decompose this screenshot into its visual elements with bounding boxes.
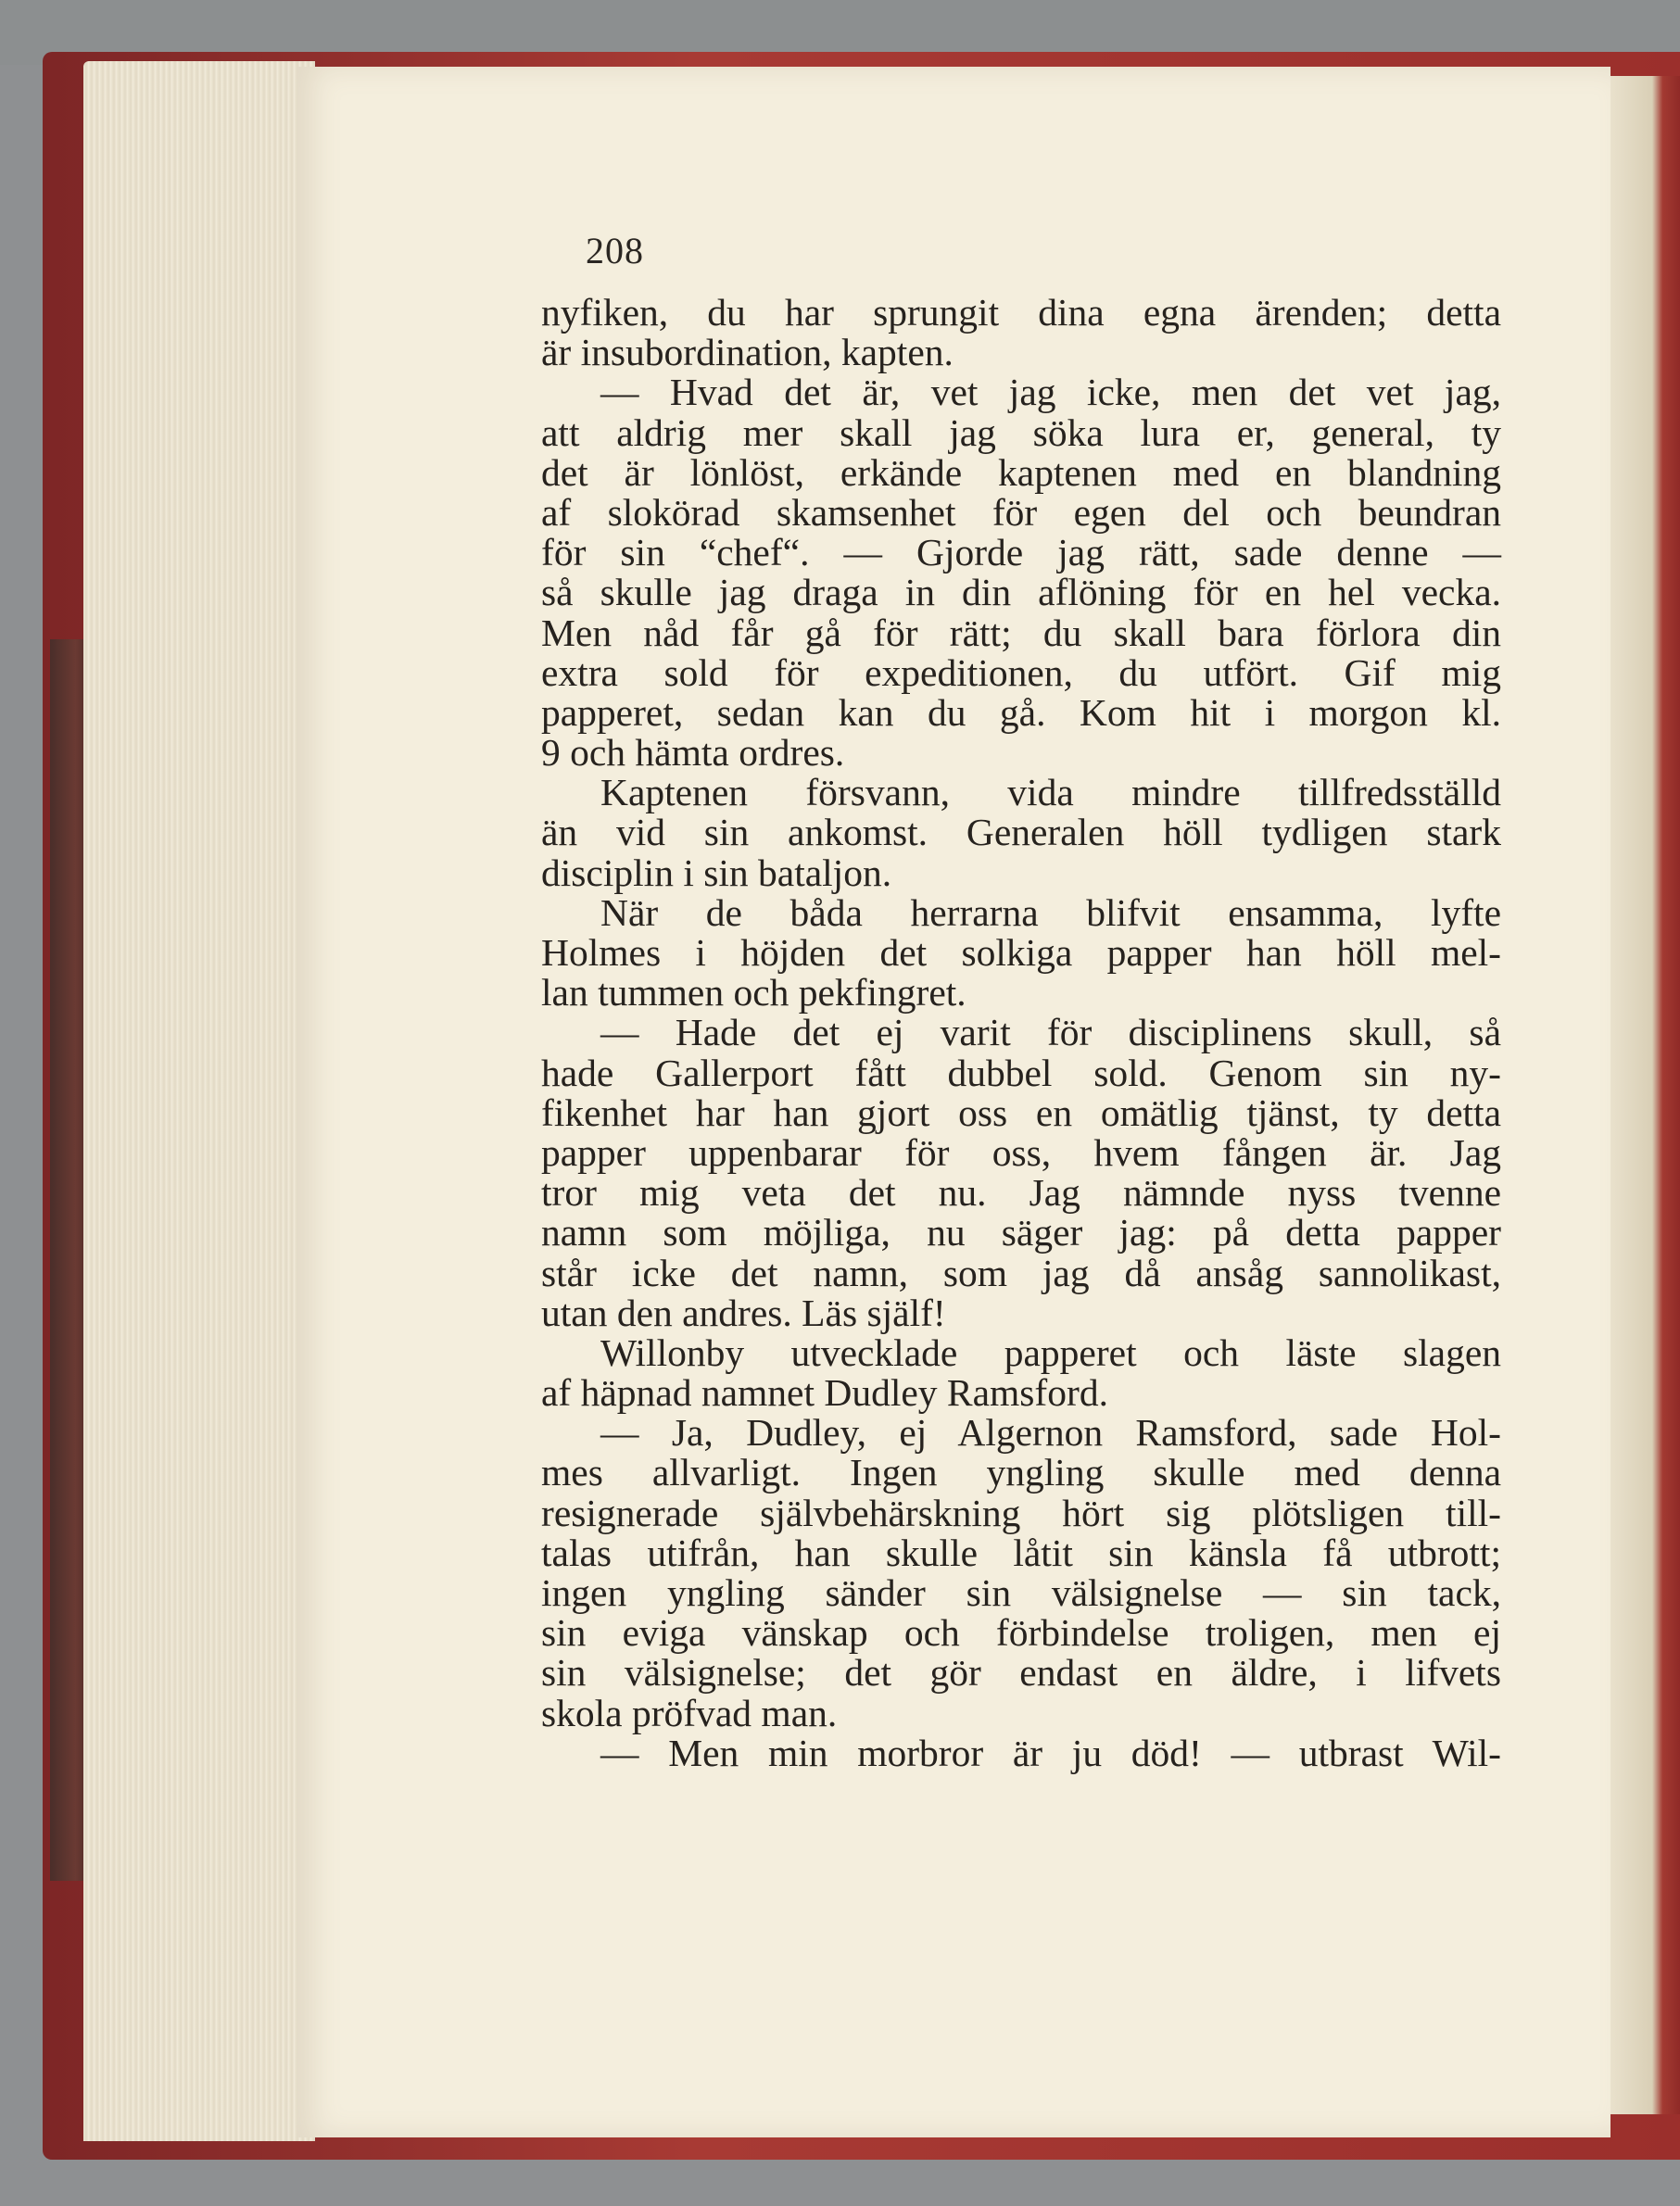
page-number: 208 (586, 230, 644, 271)
text-line: Men nåd får gå för rätt; du skall bara förlora din (541, 611, 1501, 654)
text-line: är insubordination, kapten. (541, 331, 954, 374)
text-line: af slokörad skamsenhet för egen del och beundran (541, 490, 1501, 534)
text-line: mes allvarligt. Ingen yngling skulle med denna (541, 1451, 1501, 1494)
text-line: utan den andres. Läs själf! (541, 1291, 946, 1334)
text-line: 9 och hämta ordres. (541, 731, 845, 775)
text-line: — Men min morbror är ju död! — utbrast Wil- (600, 1731, 1501, 1774)
text-line: Willonby utvecklade papperet och läste slagen (600, 1330, 1501, 1374)
text-line: Holmes i höjden det solkiga papper han höll mel- (541, 931, 1501, 974)
page-stack-left (83, 61, 315, 2141)
text-line: sin välsignelse; det gör endast en äldre, i lifvets (541, 1651, 1501, 1695)
text-line: af häpnad namnet Dudley Ramsford. (541, 1371, 1108, 1415)
text-line: tror mig veta det nu. Jag nämnde nyss tvenne (541, 1171, 1501, 1215)
text-line: att aldrig mer skall jag söka lura er, general, ty (541, 410, 1501, 454)
text-line: talas utifrån, han skulle låtit sin känsla få utbrott; (541, 1531, 1501, 1574)
text-line: fikenhet har han gjort oss en omätlig tjänst, ty detta (541, 1090, 1501, 1134)
text-line: — Hade det ej varit för disciplinens skull, så (600, 1011, 1501, 1054)
text-line: Kaptenen försvann, vida mindre tillfredsställd (600, 771, 1501, 814)
text-line: disciplin i sin bataljon. (541, 851, 892, 894)
text-line: extra sold för expeditionen, du utfört. Gif mig (541, 650, 1501, 694)
text-line: resignerade självbehärskning hört sig plötsligen till- (541, 1491, 1501, 1534)
text-line: — Hvad det är, vet jag icke, men det vet jag, (600, 371, 1501, 414)
text-line: namn som möjliga, nu säger jag: på detta papper (541, 1211, 1501, 1254)
text-line: hade Gallerport fått dubbel sold. Genom sin ny- (541, 1051, 1501, 1094)
text-line: ingen yngling sänder sin välsignelse — sin tack, (541, 1571, 1501, 1614)
text-line: det är lönlöst, erkände kaptenen med en blandning (541, 450, 1501, 494)
text-line: sin eviga vänskap och förbindelse troligen, men ej (541, 1611, 1501, 1655)
text-line: skola pröfvad man. (541, 1691, 838, 1734)
text-line: papperet, sedan kan du gå. Kom hit i morgon kl. (541, 690, 1501, 734)
text-line: så skulle jag draga in din aflöning för en hel vecka. (541, 571, 1501, 614)
text-line: — Ja, Dudley, ej Algernon Ramsford, sade Hol- (600, 1411, 1501, 1455)
text-line: När de båda herrarna blifvit ensamma, lyfte (600, 890, 1501, 934)
text-line: för sin “chef“. — Gjorde jag rätt, sade denne — (541, 531, 1501, 574)
page-text (541, 293, 1501, 1773)
page-stack-right (1611, 76, 1680, 2114)
text-line: står icke det namn, som jag då ansåg sannolikast, (541, 1251, 1501, 1294)
text-line: än vid sin ankomst. Generalen höll tydligen stark (541, 811, 1501, 854)
text-line: papper uppenbarar för oss, hvem fången är. Jag (541, 1130, 1501, 1174)
text-line: nyfiken, du har sprungit dina egna ärenden; detta (541, 291, 1501, 334)
text-line: lan tummen och pekfingret. (541, 971, 966, 1015)
